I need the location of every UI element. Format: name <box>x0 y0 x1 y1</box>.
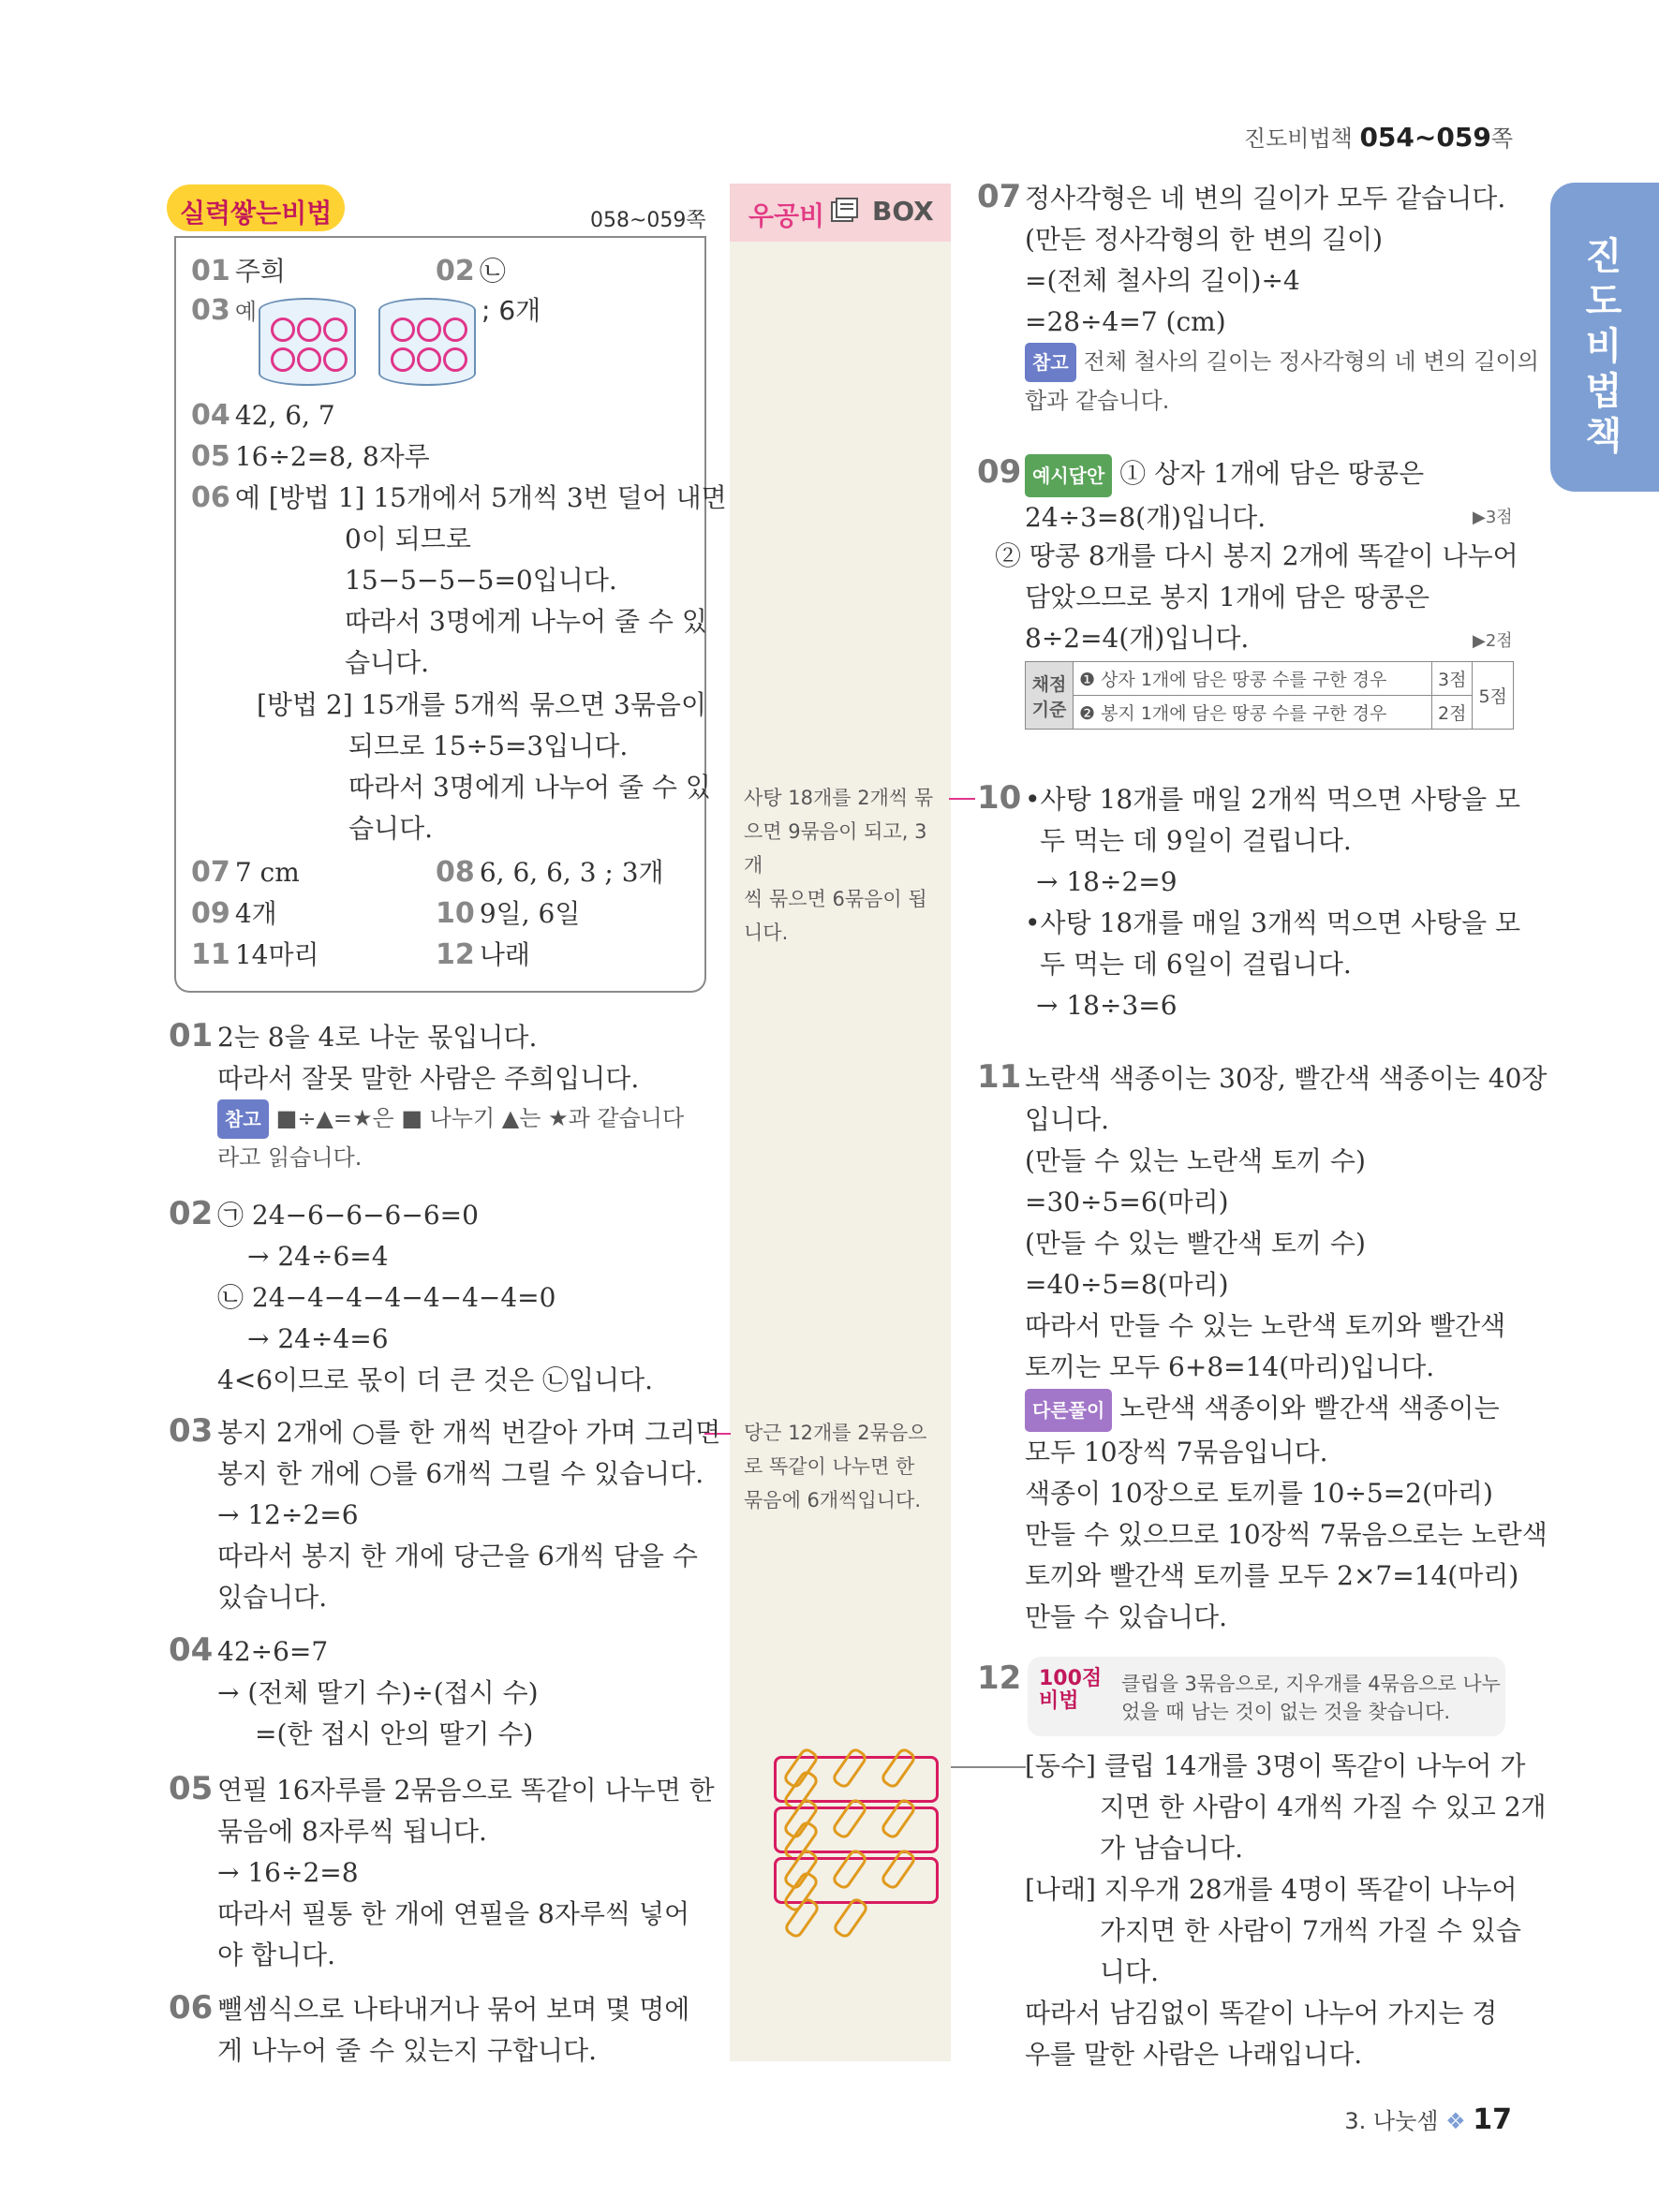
solution-number-11: 11 <box>977 1058 1022 1096</box>
solution-01: 2는 8을 4로 나눈 몫입니다. 따라서 잘못 말한 사람은 주희입니다. 참고 ■÷▲=★은 ■ 나누기 ▲는 ★과 같습니다 라고 읽습니다. <box>217 1022 685 1171</box>
alternative-solution-tag: 다른풀이 <box>1025 1389 1112 1432</box>
header-suffix: 쪽 <box>1490 125 1513 152</box>
solution-number-01: 01 <box>169 1017 214 1054</box>
reference-tag: 참고 <box>217 1099 269 1139</box>
answer-03: 03 예 <box>191 294 258 327</box>
answer-02: 02 ㉡ <box>436 255 506 288</box>
grading-label: 채점 기준 <box>1026 662 1074 730</box>
clip-remainder <box>778 1909 875 1931</box>
solution-07: 정사각형은 네 변의 길이가 모두 같습니다. (만든 정사각형의 한 변의 길이) =(전체 철사의 길이)÷4 =28÷4=7 (cm) 참고 전체 철사의 길이는 정사각형의 네 변의 길이의 합과 같습니다. <box>1025 183 1539 414</box>
header-pages: 054~059 <box>1359 122 1491 153</box>
side-tab[interactable] <box>1550 183 1659 492</box>
answer-10: 10 9일, 6일 <box>436 897 581 930</box>
box-note-03: 당근 12개를 2묶음으 로 똑같이 나누면 한 묶음에 6개씩입니다. <box>744 1422 927 1512</box>
connector-line <box>949 798 975 800</box>
clip-group <box>774 1806 939 1853</box>
solution-number-04: 04 <box>169 1631 214 1669</box>
answer-08: 08 6, 6, 6, 3 ; 3개 <box>436 856 664 889</box>
solution-11: 노란색 색종이는 30장, 빨간색 색종이는 40장 입니다. (만들 수 있는 노란색 토끼 수) =30÷5=6(마리) (만들 수 있는 빨간색 토끼 수) =40÷5=8(마리) 따라서 만들 수 있는 노란색 토끼와 빨간색 토끼는 모두 6+8=14(마리)입니다. 다른풀이 노란색 색종이와 빨간색 색종이는 모두 10장씩 7묶음입니다. 색종이 10장으로 토끼를 10÷5=2(마리) 만들 수 있으므로 10장씩 7묶음으로는 노란색 토끼와 빨간색 토끼를 모두 2×7=14(마리) 만들 수 있습니다. <box>1025 1063 1548 1632</box>
bag-illustration <box>378 298 476 386</box>
answer-11: 11 14마리 <box>191 938 319 971</box>
answer-04: 04 42, 6, 7 <box>191 399 335 432</box>
tip-box: 100점 비법 클립을 3묶음으로, 지우개를 4묶음으로 나누 었을 때 남는 것이 없는 것을 찾습니다. <box>1028 1657 1505 1736</box>
answer-box-pages: 058~059쪽 <box>590 209 706 232</box>
answer-09: 09 4개 <box>191 897 277 930</box>
page-footer <box>1344 2102 1512 2136</box>
answer-12: 12 나래 <box>436 938 530 971</box>
box-header <box>730 184 951 242</box>
solution-09: 예시답안 ① 상자 1개에 담은 땅콩은 24÷3=8(개)입니다. <box>1025 453 1424 538</box>
solution-number-05: 05 <box>169 1770 214 1807</box>
solution-number-09: 09 <box>977 453 1022 491</box>
box-note-10: 사탕 18개를 2개씩 묶 으면 9묶음이 되고, 3개 씩 묶으면 6묶음이 됩 니다. <box>744 787 934 944</box>
box-title: 우공비 <box>748 200 825 231</box>
box-label: BOX <box>872 196 934 227</box>
solution-number-07: 07 <box>977 178 1022 215</box>
answer-05: 05 16÷2=8, 8자루 <box>191 440 430 473</box>
score-mark: ▶3점 <box>1473 508 1513 527</box>
score-mark: ▶2점 <box>1473 631 1513 651</box>
solution-number-03: 03 <box>169 1412 214 1450</box>
solution-03: 봉지 2개에 ○를 한 개씩 번갈아 가며 그리면 봉지 한 개에 ○를 6개씩 그릴 수 있습니다. → 12÷2=6 따라서 봉지 한 개에 당근을 6개씩 담을 수 있습니다. <box>217 1417 721 1613</box>
answer-06-line: 습니다. <box>348 813 434 844</box>
answer-01: 01 주희 <box>191 255 286 288</box>
answer-06-line: 되므로 15÷5=3입니다. <box>348 730 629 761</box>
solution-12: [동수] 클립 14개를 3명이 똑같이 나누어 가 지면 한 사람이 4개씩 가질 수 있고 2개 가 남습니다. [나래] 지우개 28개를 4명이 똑같이 나누어 가지면 한 사람이 7개씩 가질 수 있습 니다. 따라서 남김없이 똑같이 나누어 가지는 경 우를 말한 사람은 나래입니다. <box>1025 1750 1547 2070</box>
answer-06-line: 따라서 3명에게 나누어 줄 수 있 <box>345 606 707 637</box>
solution-06: 뺄셈식으로 나타내거나 묶어 보며 몇 명에 게 나누어 줄 수 있는지 구합니다. <box>217 1994 690 2066</box>
solution-05: 연필 16자루를 2묶음으로 똑같이 나누면 한 묶음에 8자루씩 됩니다. → 16÷2=8 따라서 필통 한 개에 연필을 8자루씩 넣어 야 합니다. <box>217 1775 715 1970</box>
grading-table: 채점 기준 ❶ 상자 1개에 담은 땅콩 수를 구한 경우 3점 5점 ❷ 봉지 1개에 담은 땅콩 수를 구한 경우 2점 <box>1025 661 1514 730</box>
chapter-title: 3. 나눗셈 <box>1344 2108 1439 2134</box>
solution-10: •사탕 18개를 매일 2개씩 먹으면 사탕을 모 두 먹는 데 9일이 걸립니다. → 18÷2=9 •사탕 18개를 매일 3개씩 먹으면 사탕을 모 두 먹는 데 6일이 걸립니다. → 18÷3=6 <box>1025 784 1521 1021</box>
solution-number-12: 12 <box>977 1659 1022 1697</box>
solution-number-02: 02 <box>169 1195 214 1232</box>
connector-line <box>951 1766 1026 1768</box>
answer-06-line: 따라서 3명에게 나누어 줄 수 있 <box>348 772 711 803</box>
answer-03-text: ; 6개 <box>481 295 541 326</box>
solution-09-part2: ② 땅콩 8개를 다시 봉지 2개에 똑같이 나누어 담았으므로 봉지 1개에 담은 땅콩은 8÷2=4(개)입니다. <box>995 540 1518 654</box>
answer-06: 06 예 [방법 1] 15개에서 5개씩 3번 덜어 내면 <box>191 481 727 514</box>
page-header <box>1244 120 1513 153</box>
section-badge: 실력쌓는비법 <box>167 184 345 231</box>
reference-tag: 참고 <box>1025 343 1076 382</box>
solution-number-10: 10 <box>977 779 1022 817</box>
answer-06-line: 습니다. <box>345 647 430 678</box>
answer-06-line: [방법 2] 15개를 5개씩 묶으면 3묶음이 <box>257 689 706 720</box>
answer-06-line: 15−5−5−5=0입니다. <box>345 565 617 596</box>
bag-illustration <box>259 298 356 386</box>
answer-07: 07 7 cm <box>191 856 300 889</box>
clip-group <box>774 1857 939 1904</box>
solution-02: ㉠ 24−6−6−6−6=0 → 24÷6=4 ㉡ 24−4−4−4−4−4−4=0 → 24÷4=6 4<6이므로 몫이 더 큰 것은 ㉡입니다. <box>217 1200 654 1395</box>
diamond-icon: ❖ <box>1445 2108 1466 2134</box>
example-answer-tag: 예시답안 <box>1025 454 1112 497</box>
solution-04: 42÷6=7 → (전체 딸기 수)÷(접시 수) =(한 접시 안의 딸기 수) <box>217 1636 539 1749</box>
solution-number-06: 06 <box>169 1989 214 2027</box>
clip-group <box>774 1756 939 1803</box>
side-tab-label: 진 도 비 법 책 <box>1585 235 1624 458</box>
answer-06-line: 0이 되므로 <box>345 524 471 554</box>
document-stack-icon <box>829 195 861 227</box>
page-number: 17 <box>1473 2103 1512 2136</box>
tip-badge: 100점 비법 <box>1039 1667 1103 1713</box>
header-prefix: 진도비법책 <box>1243 125 1353 152</box>
